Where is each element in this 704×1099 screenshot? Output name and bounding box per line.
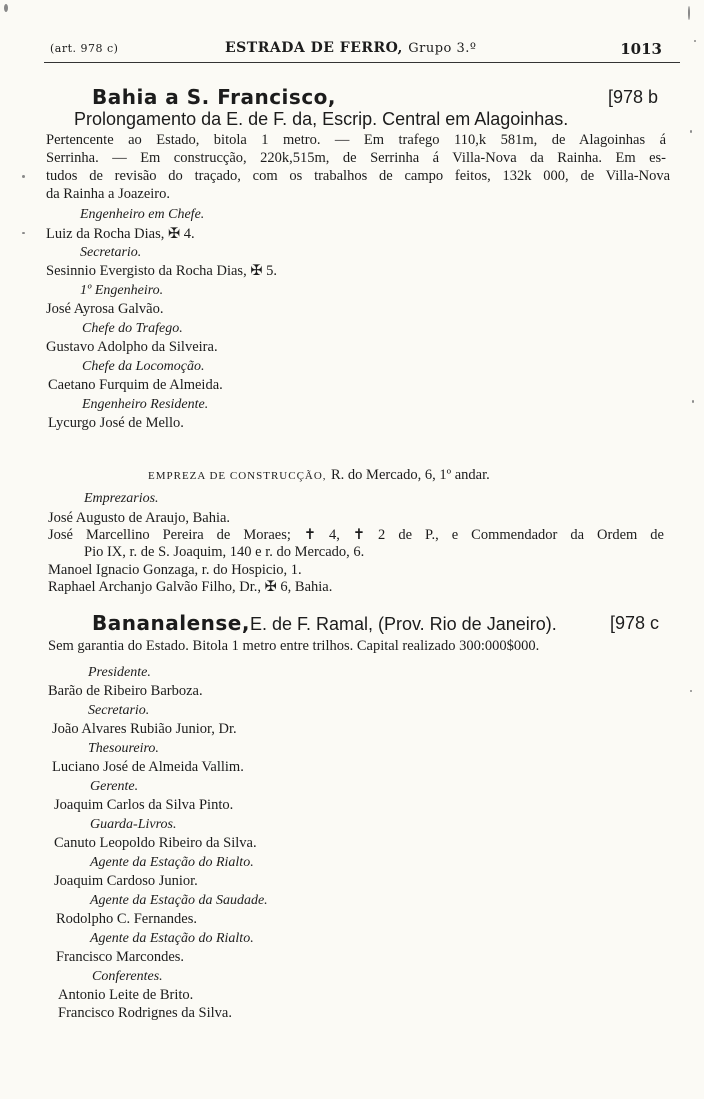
page-number: 1013 xyxy=(620,40,662,58)
description-line: Pertencente ao Estado, bitola 1 metro. — Em trafego 110,k 581m, de Alagoinhas á xyxy=(46,132,666,148)
empreza-heading xyxy=(148,466,490,485)
staff-name: Sesinnio Evergisto da Rocha Dias, ✠ 5. xyxy=(46,263,277,279)
empreza-member-cont: Pio IX, r. de S. Joaquim, 140 e r. do Mercado, 6. xyxy=(84,544,365,560)
staff-role: Presidente. xyxy=(88,665,151,680)
staff-role: Thesoureiro. xyxy=(88,741,159,756)
staff-role: 1º Engenheiro. xyxy=(80,283,164,298)
section-article-ref: [978 c xyxy=(610,613,660,633)
scan-speck xyxy=(694,40,696,42)
section-description: Sem garantia do Estado. Bitola 1 metro entre trilhos. Capital realizado 300:000$000. xyxy=(48,638,540,654)
staff-role: Emprezarios. xyxy=(84,491,159,506)
empreza-member: Raphael Archanjo Galvão Filho, Dr., ✠ 6, Bahia. xyxy=(48,579,333,595)
staff-name: Luciano José de Almeida Vallim. xyxy=(52,759,244,775)
section-article-ref: [978 b xyxy=(608,87,659,107)
staff-name: Canuto Leopoldo Ribeiro da Silva. xyxy=(54,835,257,851)
description-line: Serrinha. — Em construcção, 220k,515m, de Serrinha á Villa-Nova da Rainha. Em es- xyxy=(46,150,666,166)
empreza-title: EMPREZA DE CONSTRUCÇÃO, xyxy=(148,470,327,482)
staff-role: Engenheiro Residente. xyxy=(82,397,209,412)
empreza-member: José Marcellino Pereira de Moraes; ✝ 4, ✝ 2 de P., e Commendador da Ordem de xyxy=(48,527,664,543)
staff-name: Rodolpho C. Fernandes. xyxy=(56,911,197,927)
scan-speck xyxy=(690,130,692,133)
staff-name: Gustavo Adolpho da Silveira. xyxy=(46,339,218,355)
empreza-member: José Augusto de Araujo, Bahia. xyxy=(48,510,231,526)
section-subtitle: E. de F. Ramal, (Prov. Rio de Janeiro). xyxy=(249,614,557,634)
description-line: tudos de revisão do traçado, com os trabalhos de campo feitos, 132k 000, de Villa-Nova xyxy=(46,168,670,184)
section-subtitle: Prolongamento da E. de F. da, Escrip. Central em Alagoinhas. xyxy=(74,109,569,129)
section-title-bahia: Bahia a S. Francisco, xyxy=(92,85,337,109)
scan-speck xyxy=(22,175,25,178)
header-title-text: ESTRADA DE FERRO, xyxy=(225,40,403,56)
staff-role: Agente da Estação da Saudade. xyxy=(90,893,268,908)
staff-name: Caetano Furquim de Almeida. xyxy=(48,377,223,393)
section-title-bananalense: Bananalense, xyxy=(92,611,250,635)
staff-name: Luiz da Rocha Dias, ✠ 4. xyxy=(46,226,195,242)
staff-role: Conferentes. xyxy=(92,969,163,984)
staff-role: Agente da Estação do Rialto. xyxy=(90,931,254,946)
staff-name: Francisco Marcondes. xyxy=(56,949,185,965)
empreza-address: R. do Mercado, 6, 1º andar. xyxy=(331,467,490,483)
scan-speck xyxy=(4,4,8,12)
scan-speck xyxy=(692,400,694,403)
staff-name: Joaquim Carlos da Silva Pinto. xyxy=(54,797,234,813)
staff-role: Chefe da Locomoção. xyxy=(82,359,205,374)
staff-role: Secretario. xyxy=(80,245,142,260)
staff-role: Engenheiro em Chefe. xyxy=(80,207,205,222)
staff-name: João Alvares Rubião Junior, Dr. xyxy=(52,721,237,737)
staff-role: Chefe do Trafego. xyxy=(82,321,183,336)
staff-role: Secretario. xyxy=(88,703,150,718)
header-divider xyxy=(44,62,680,63)
staff-name: Barão de Ribeiro Barboza. xyxy=(48,683,203,699)
description-line: da Rainha a Joazeiro. xyxy=(46,186,171,202)
section-title-line xyxy=(92,611,557,635)
staff-role: Gerente. xyxy=(90,779,139,794)
staff-name: José Ayrosa Galvão. xyxy=(46,301,164,317)
staff-role: Guarda-Livros. xyxy=(90,817,177,832)
scan-speck xyxy=(690,690,692,692)
scan-speck xyxy=(22,232,25,234)
running-header xyxy=(50,40,680,60)
staff-role: Agente da Estação do Rialto. xyxy=(90,855,254,870)
empreza-member: Manoel Ignacio Gonzaga, r. do Hospicio, 1. xyxy=(48,562,302,578)
header-title xyxy=(225,40,477,56)
staff-name: Joaquim Cardoso Junior. xyxy=(54,873,198,889)
staff-name: Antonio Leite de Brito. xyxy=(58,987,194,1003)
scan-speck xyxy=(688,6,690,20)
header-group: Grupo 3.º xyxy=(408,41,477,56)
header-article-ref: (art. 978 c) xyxy=(50,42,119,55)
staff-name: Francisco Rodrignes da Silva. xyxy=(58,1005,232,1021)
staff-name: Lycurgo José de Mello. xyxy=(48,415,184,431)
